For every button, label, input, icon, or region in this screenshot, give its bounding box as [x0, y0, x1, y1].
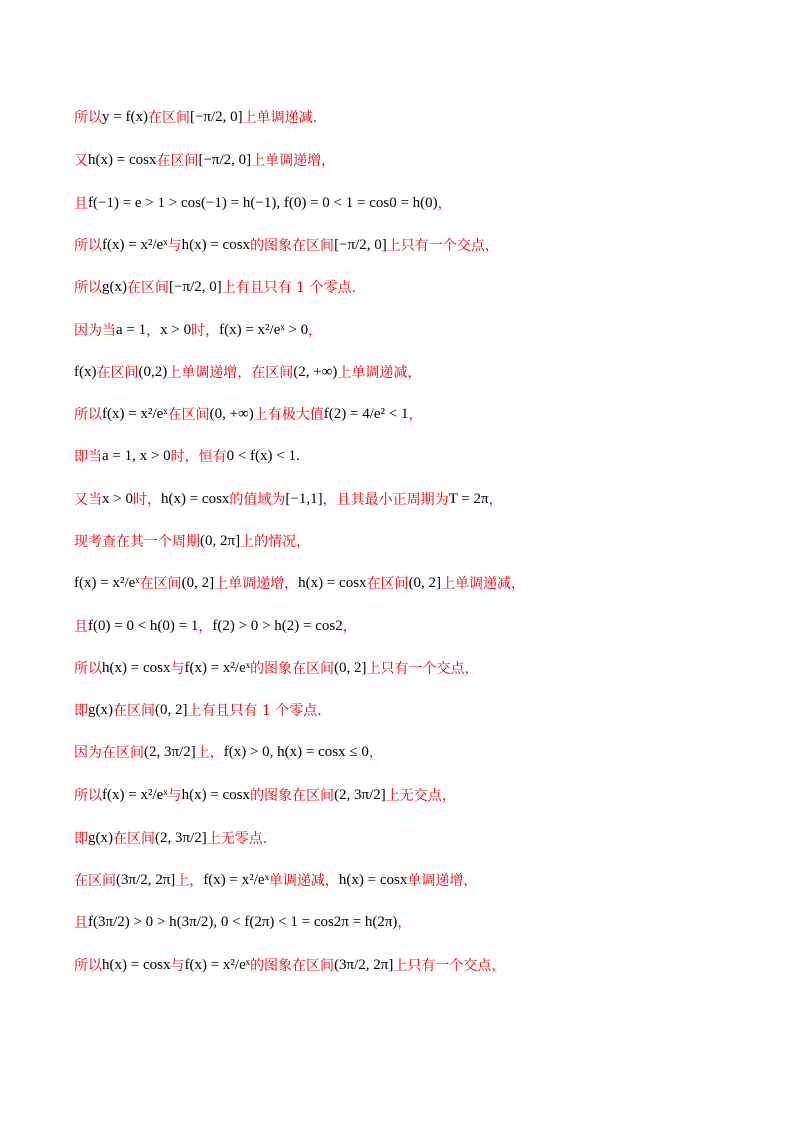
text-line [74, 311, 322, 349]
text-segment: ， [437, 196, 452, 212]
math-expression: (0,2) [138, 363, 168, 380]
text-segment: 时， [132, 492, 161, 508]
text-segment: 上有且只有 1 个零点. [187, 703, 322, 719]
text-line [74, 564, 525, 602]
text-segment: 在区间 [96, 365, 139, 381]
math-expression: h(x) = cosx [160, 490, 230, 507]
text-segment: 上单调递减， [337, 365, 422, 381]
text-segment: ， [342, 619, 357, 635]
math-expression: x > 0 [102, 490, 133, 507]
math-expression: h(x) = cosx [88, 151, 157, 168]
text-segment: ， [368, 745, 383, 761]
text-line [74, 649, 479, 687]
math-expression: (0, 2π] [200, 532, 241, 549]
math-expression: h(x) = cosx [181, 236, 251, 253]
math-expression: [−π/2, 0] [198, 151, 252, 168]
math-expression: (0, +∞) [209, 405, 254, 422]
text-line [74, 691, 322, 729]
text-segment: 所以 [74, 788, 102, 804]
text-segment: 在区间 [167, 407, 210, 423]
math-expression: f(x) = x²/eˣ [102, 786, 168, 803]
text-segment: ， [198, 619, 213, 635]
text-segment: 在区间 [366, 576, 409, 592]
math-expression: (2, 3π/2] [144, 743, 196, 760]
text-segment: ， [308, 323, 323, 339]
text-segment: 的图象在区间 [250, 958, 335, 974]
text-segment: 在区间 [139, 576, 182, 592]
text-segment: 即 [74, 703, 88, 719]
text-segment: 且 [74, 619, 88, 635]
text-segment: 上无交点， [385, 788, 456, 804]
math-expression: y = f(x) [102, 108, 148, 125]
text-segment: 上有且只有 1 个零点. [221, 280, 356, 296]
text-line [74, 946, 505, 984]
math-expression: [−π/2, 0] [334, 236, 387, 253]
text-segment: 即 [74, 831, 88, 847]
text-line [74, 353, 421, 391]
text-segment: 在区间 [74, 873, 116, 889]
text-segment: 在区间 [113, 831, 155, 847]
text-segment: 所以 [74, 958, 102, 974]
math-expression: g(x) [88, 829, 113, 846]
text-segment: 时，恒有 [170, 449, 227, 465]
math-expression: h(x) = cosx [102, 956, 171, 973]
text-line [74, 226, 499, 264]
text-segment: 在区间 [113, 703, 155, 719]
text-line [74, 776, 456, 814]
text-segment: 上单调递减， [441, 576, 526, 592]
math-expression: g(x) [102, 278, 127, 295]
math-expression: (3π/2, 2π] [116, 871, 176, 888]
text-segment: ， [146, 323, 161, 339]
text-line [74, 184, 452, 222]
text-segment: 单调递增， [407, 873, 478, 889]
math-expression: (0, 2] [334, 659, 367, 676]
text-segment: 所以 [74, 661, 102, 677]
math-expression: f(2) > 0 > h(2) = cos2 [212, 617, 343, 634]
text-segment: 与 [167, 238, 182, 254]
math-expression: (0, 2] [181, 574, 215, 591]
text-line [74, 819, 267, 857]
math-expression: (3π/2, 2π] [334, 956, 394, 973]
text-segment: 在区间 [147, 110, 190, 126]
text-segment: 又 [74, 153, 88, 169]
math-expression: h(x) = cosx [338, 871, 408, 888]
text-segment: 的图象在区间 [250, 661, 335, 677]
math-expression: a = 1, x > 0 [102, 447, 171, 464]
math-expression: f(3π/2) > 0 > h(3π/2), 0 < f(2π) < 1 = cos2π = h(2π) [88, 913, 398, 930]
math-expression: T = 2π [448, 490, 489, 507]
math-expression: h(x) = cosx [102, 659, 171, 676]
math-expression: 0 < f(x) < 1 [226, 447, 296, 464]
text-segment: 与 [167, 788, 182, 804]
math-expression: g(x) [88, 701, 113, 718]
text-line [74, 268, 356, 306]
math-expression: f(0) = 0 < h(0) = 1 [88, 617, 199, 634]
math-expression: f(x) = x²/eˣ [184, 659, 251, 676]
math-expression: a = 1 [116, 321, 147, 338]
text-segment: 所以 [74, 280, 102, 296]
text-segment: 所以 [74, 110, 102, 126]
text-segment: 在区间 [156, 153, 199, 169]
text-line [74, 98, 317, 136]
text-line [74, 395, 423, 433]
text-segment: 时， [191, 323, 220, 339]
text-segment: 因为当 [74, 323, 116, 339]
text-segment: 上无零点. [206, 831, 268, 847]
text-segment: 即当 [74, 449, 102, 465]
text-segment: 所以 [74, 407, 102, 423]
text-segment: 所以 [74, 238, 102, 254]
text-segment: 上的情况， [240, 534, 311, 550]
math-expression: (0, 2] [408, 574, 442, 591]
text-segment: 与 [170, 958, 185, 974]
math-expression: f(x) = x²/eˣ [203, 871, 269, 888]
math-expression: (2, 3π/2] [155, 829, 207, 846]
text-line [74, 522, 310, 560]
text-line [74, 733, 383, 771]
math-expression: f(2) = 4/e² < 1 [323, 405, 409, 422]
text-line [74, 903, 411, 941]
math-expression: (2, +∞) [293, 363, 338, 380]
math-expression: (0, 2] [155, 701, 188, 718]
text-segment: ， [397, 915, 412, 931]
text-segment: 上单调递增， [251, 153, 336, 169]
text-line [74, 861, 477, 899]
text-segment: 上只有一个交点， [393, 958, 506, 974]
text-segment: ， [488, 492, 503, 508]
text-segment: 上有极大值 [253, 407, 324, 423]
math-expression: f(x) = x²/eˣ [102, 405, 168, 422]
math-expression: [−π/2, 0] [169, 278, 222, 295]
math-expression: [−1,1] [285, 490, 323, 507]
text-segment: 上单调递增，在区间 [167, 365, 294, 381]
math-expression: f(x) = x²/eˣ [184, 956, 251, 973]
math-expression: f(−1) = e > 1 > cos(−1) = h(−1), f(0) = 0 < 1 = cos0 = h(0) [88, 194, 438, 211]
math-expression: f(x) = x²/eˣ > 0 [219, 321, 309, 338]
text-segment: 单调递减， [268, 873, 339, 889]
math-expression: f(x) = x²/eˣ [74, 574, 140, 591]
text-line [74, 141, 335, 179]
text-line [74, 607, 357, 645]
text-segment: 上， [175, 873, 204, 889]
text-segment: 与 [170, 661, 185, 677]
text-segment: 上单调递增， [214, 576, 299, 592]
text-segment: ，且其最小正周期为 [322, 492, 449, 508]
math-expression: . [295, 447, 300, 464]
text-segment: 的值域为 [229, 492, 286, 508]
text-segment: 上单调递减. [242, 110, 318, 126]
math-expression: f(x) > 0, h(x) = cosx ≤ 0 [223, 743, 369, 760]
text-segment: 的图象在区间 [250, 788, 335, 804]
text-line [74, 437, 300, 475]
math-expression: h(x) = cosx [298, 574, 367, 591]
text-segment: 且 [74, 915, 88, 931]
math-expression: x > 0 [160, 321, 192, 338]
text-segment: 现考查在其一个周期 [74, 534, 200, 550]
text-segment: 因为在区间 [74, 745, 144, 761]
text-segment: 上， [195, 745, 224, 761]
text-segment: 在区间 [127, 280, 169, 296]
math-expression: (2, 3π/2] [334, 786, 386, 803]
math-expression: [−π/2, 0] [189, 108, 243, 125]
text-segment: 上只有一个交点， [366, 661, 479, 677]
text-line [74, 480, 503, 518]
text-segment: 且 [74, 196, 88, 212]
text-segment: 又当 [74, 492, 102, 508]
math-expression: f(x) = x²/eˣ [102, 236, 168, 253]
text-segment: 上只有一个交点， [386, 238, 499, 254]
text-segment: 的图象在区间 [250, 238, 335, 254]
math-expression: h(x) = cosx [181, 786, 251, 803]
math-expression: f(x) [74, 363, 97, 380]
text-segment: ， [408, 407, 423, 423]
